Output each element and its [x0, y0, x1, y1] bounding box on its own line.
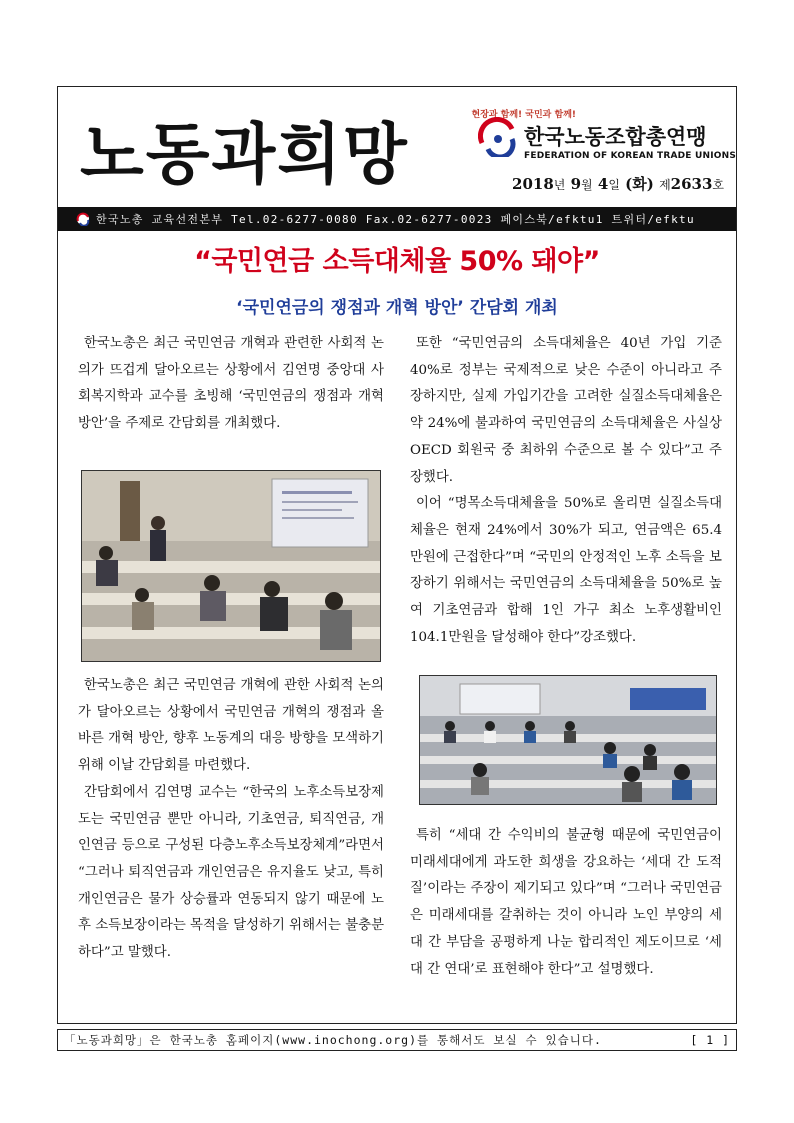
- date-year: 2018: [512, 175, 554, 193]
- date-weekday: (화): [625, 175, 654, 193]
- issue-suffix: 호: [712, 178, 724, 192]
- paper-name: 노동과희망: [80, 115, 409, 193]
- org-name-ko: 한국노동조합총연맹: [524, 125, 707, 149]
- article-paragraph: 간담회에서 김연명 교수는 “한국의 노후소득보장제도는 국민연금 뿐만 아니라, 기초연금, 퇴직연금, 개인연금 등으로 구성된 다층노후소득보장체계”라면서 “그러나 퇴직연금과 개인연금은 유지율도 낮고, 특히 개인연금은 물가 상승률과 연동되지 않기 때문에 노후 소득보장이라는 목적을 달성하기 위해서는 불충분하다”고 말했다.: [78, 784, 384, 961]
- page-frame: [57, 86, 737, 1024]
- issue-prefix: 제: [659, 178, 671, 192]
- contact-info-text: 한국노총 교육선전본부 Tel.02-6277-0080 Fax.02-6277-0023 페이스북/efktu1 트위터/efktu: [96, 213, 695, 226]
- meeting-photo-audience-image: [420, 676, 716, 804]
- date-day-unit: 일: [608, 178, 620, 192]
- date-month-unit: 월: [581, 178, 593, 192]
- article-paragraph: 한국노총은 최근 국민연금 개혁에 관한 사회적 논의가 달아오르는 상황에서 국민연금 개혁의 쟁점과 올바른 개혁 방안, 향후 노동계의 대응 방향을 모색하기 위해 이날 간담회를 마련했다.: [78, 678, 384, 774]
- date-month: 9: [570, 175, 582, 193]
- article-subheadline: ‘국민연금의 쟁점과 개혁 방안’ 간담회 개최: [236, 298, 558, 318]
- footer-text: 「노동과희망」은 한국노총 홈페이지(www.inochong.org)를 통해서도 보실 수 있습니다.: [64, 1033, 602, 1047]
- contact-info-bar: [58, 207, 736, 231]
- issue-number: 2633: [670, 175, 713, 193]
- article-headline: “국민연금 소득대체율 50% 돼야”: [194, 246, 600, 277]
- meeting-photo-speaker: [81, 470, 381, 662]
- date-year-unit: 년: [553, 178, 566, 192]
- fktu-logo-icon: [478, 117, 518, 157]
- meeting-photo-speaker-image: [82, 471, 380, 661]
- meeting-photo-audience: [419, 675, 717, 805]
- article-paragraph: 특히 “세대 간 수익비의 불균형 때문에 국민연금이 미래세대에게 과도한 희생을 강요하는 ‘세대 간 도적질’이라는 주장이 제기되고 있다”며 “그러나 국민연금은 미래세대를 갈취하는 것이 아니라 노인 부양의 세대 간 부담을 공평하게 나눈 합리적인 제도이므로 ‘세대 간 연대’로 표현해야 한다”고 설명했다.: [410, 828, 722, 977]
- article-column-right-bottom: [410, 823, 722, 983]
- article-column-left-bottom: [78, 673, 384, 967]
- page-number: [ 1 ]: [690, 1033, 730, 1047]
- org-name-en: FEDERATION OF KOREAN TRADE UNIONS: [524, 151, 737, 161]
- masthead: [58, 87, 736, 206]
- article-column-right-top: [410, 331, 722, 651]
- fktu-small-logo-icon: [76, 212, 90, 226]
- article-paragraph: 한국노총은 최근 국민연금 개혁과 관련한 사회적 논의가 뜨겁게 달아오르는 상황에서 김연명 중앙대 사회복지학과 교수를 초빙해 ‘국민연금의 쟁점과 개혁 방안’을 주제로 간담회를 개최했다.: [78, 336, 384, 432]
- article-paragraph: 또한 “국민연금의 소득대체율은 40년 가입 기준 40%로 정부는 국제적으로 낮은 수준이 아니라고 주장하지만, 실제 가입기간을 고려한 실질소득대체율은 약 24%에 불과하여 국민연금의 소득대체율은 사실상 OECD 회원국 중 최하위 수준으로 볼 수 있다”고 주장했다.: [410, 336, 722, 485]
- article-column-left-top: [78, 331, 384, 438]
- date-day: 4: [597, 175, 609, 193]
- article-paragraph: 이어 “명목소득대체율을 50%로 올리면 실질소득대체율은 현재 24%에서 30%가 되고, 연금액은 65.4만원에 근접한다”며 “국민의 안정적인 노후 소득을 보장하기 위해서는 국민연금의 소득대체율을 50%로 높여 기초연금과 합해 1인 가구 최소 노후생활비인 104.1만원을 달성해야 한다”강조했다.: [410, 496, 722, 645]
- footer-bar: [57, 1029, 737, 1051]
- issue-date: [512, 173, 724, 194]
- org-slogan: 현장과 함께! 국민과 함께!: [471, 110, 576, 120]
